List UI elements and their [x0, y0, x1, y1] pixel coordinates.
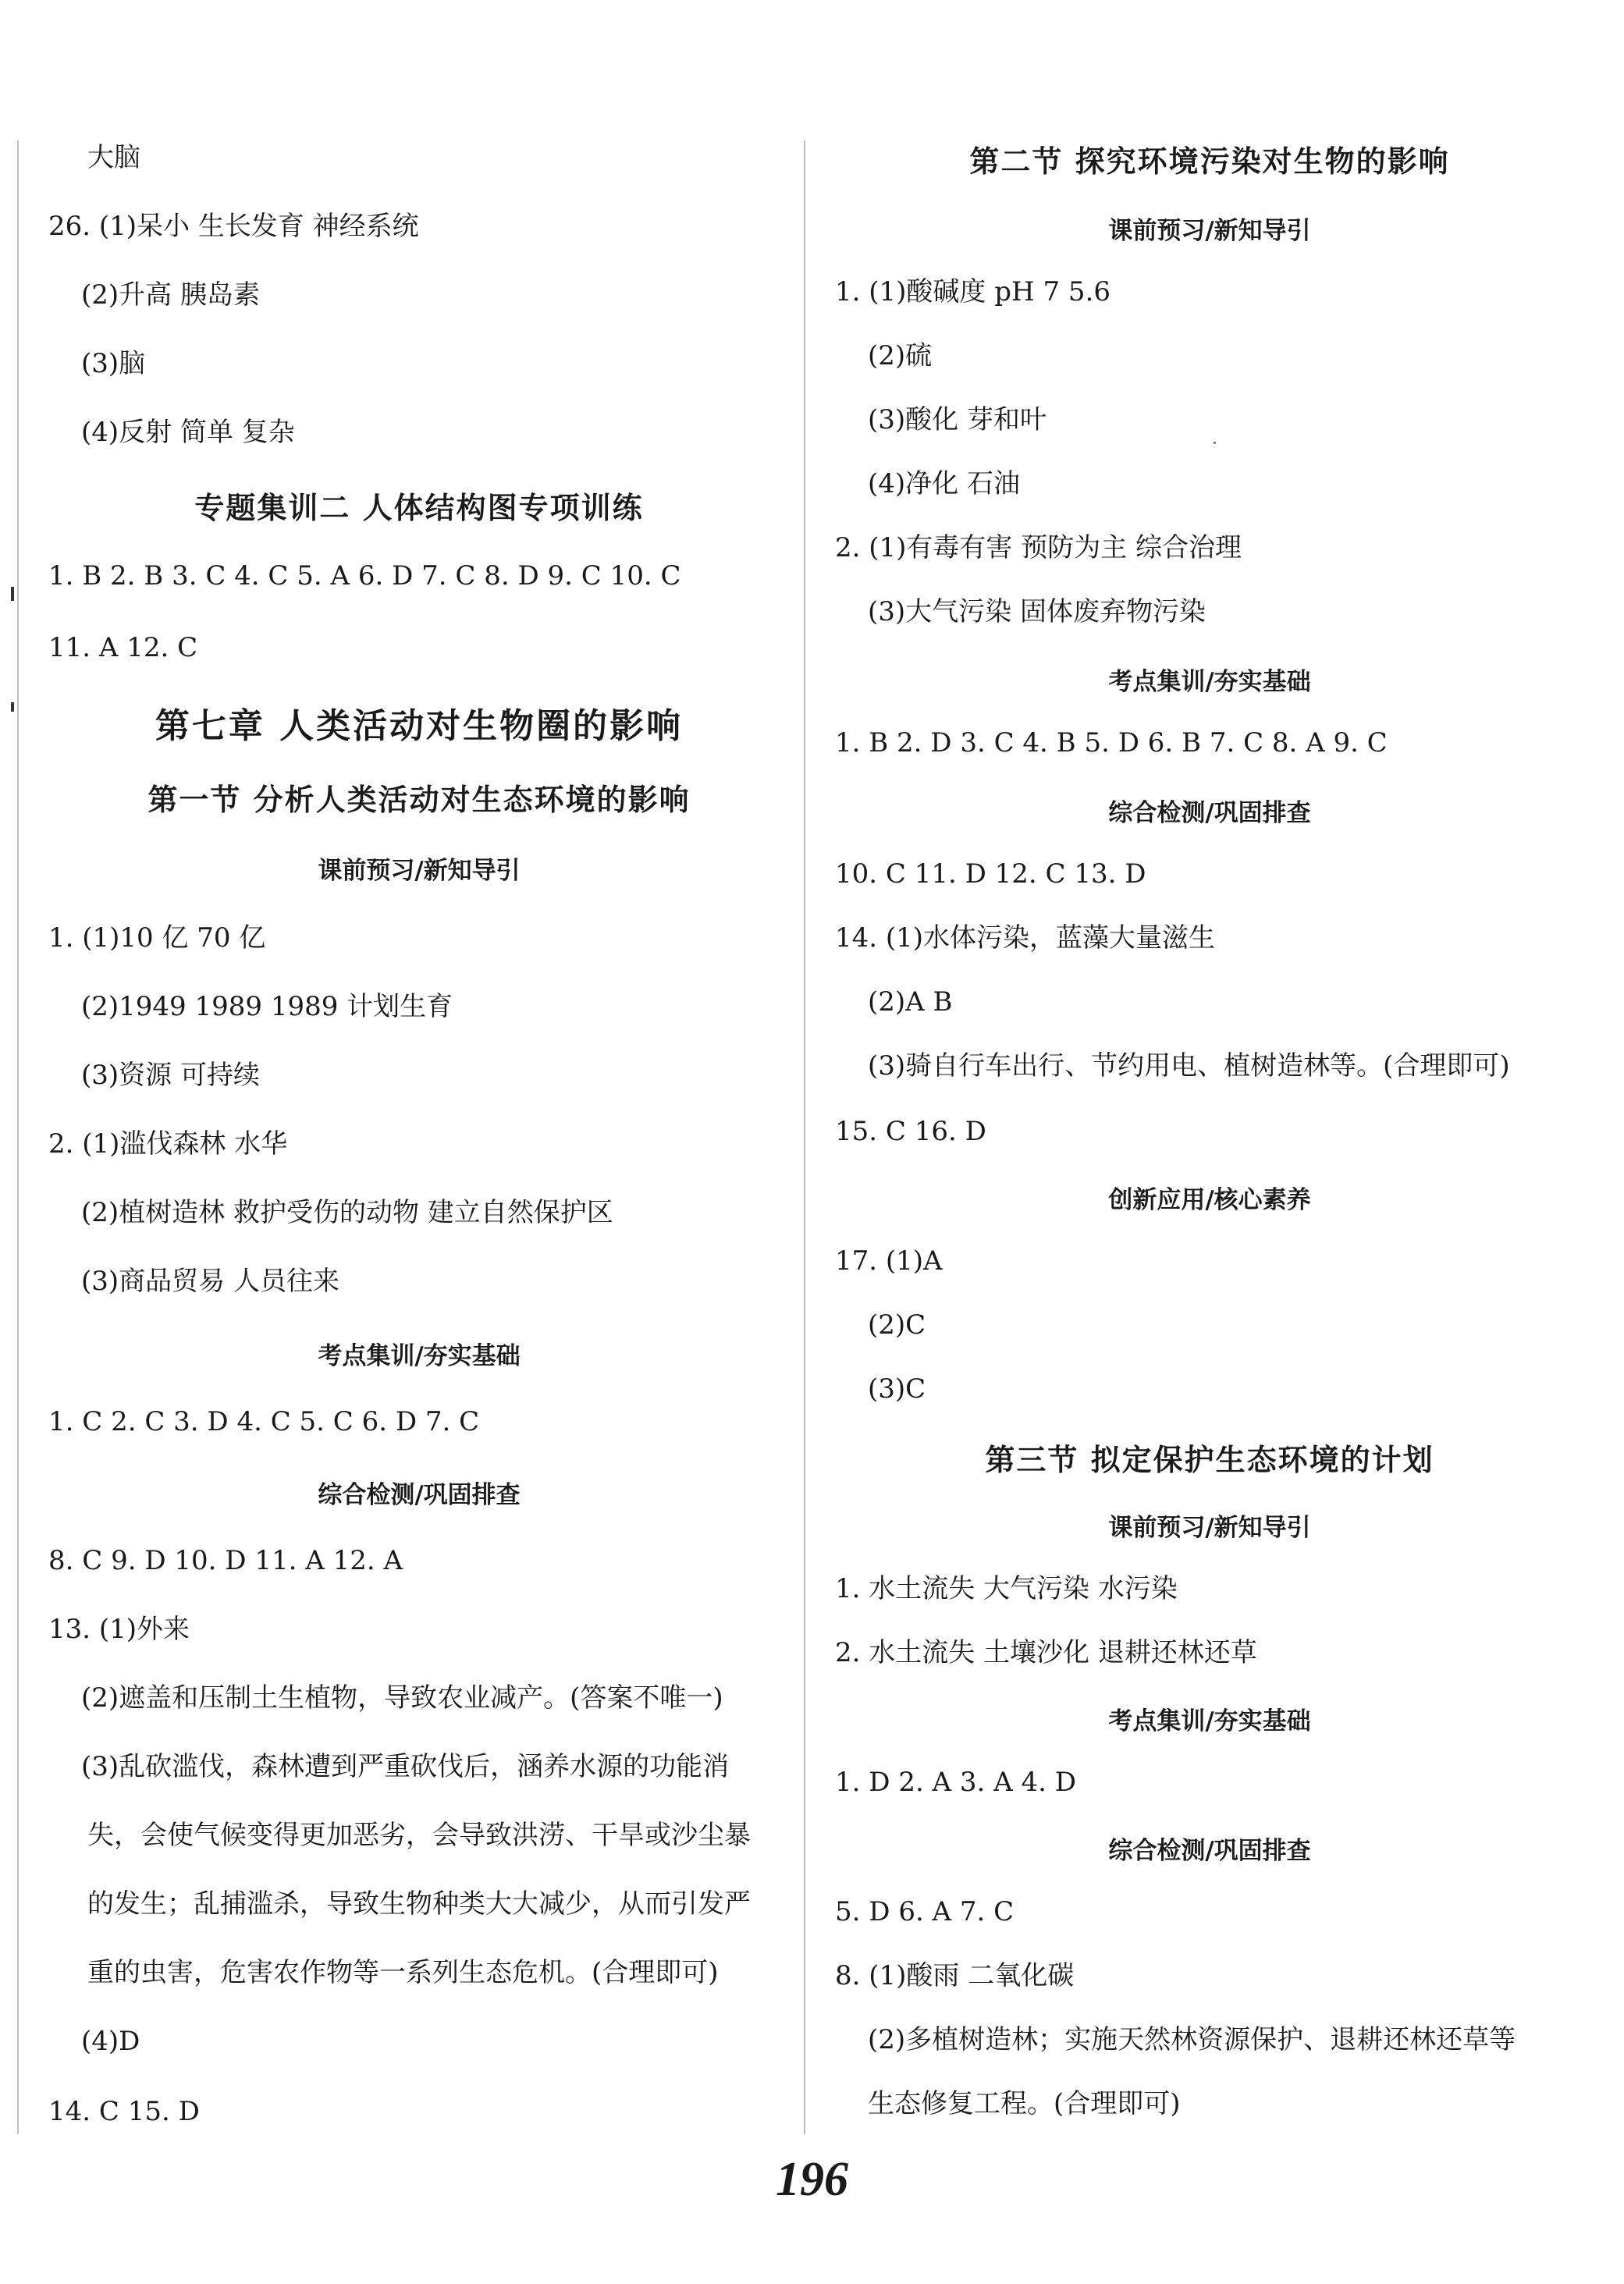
answer-line: 11. A 12. C — [48, 632, 198, 663]
answer-line: (3)酸化 芽和叶 — [868, 404, 1047, 435]
answer-line: 1. B 2. D 3. C 4. B 5. D 6. B 7. C 8. A 9. C — [835, 727, 1388, 758]
section-heading: 第二节 探究环境污染对生物的影响 — [969, 144, 1450, 179]
answer-line: (4)净化 石油 — [868, 468, 1020, 499]
answer-line: (2)植树造林 救护受伤的动物 建立自然保护区 — [81, 1197, 613, 1228]
answer-line: (2)A B — [868, 986, 953, 1018]
answer-line: 的发生；乱捕滥杀，导致生物种类大大减少，从而引发严 — [87, 1888, 751, 1920]
answer-line: (3)资源 可持续 — [81, 1060, 260, 1091]
answer-line: (3)乱砍滥伐，森林遭到严重砍伐后，涵养水源的功能消 — [81, 1751, 730, 1782]
section-heading: 专题集训二 人体结构图专项训练 — [194, 491, 644, 525]
subsection-heading: 综合检测/巩固排查 — [1108, 799, 1311, 827]
answer-line: 2. (1)有毒有害 预防为主 综合治理 — [835, 532, 1242, 563]
answer-line: 26. (1)呆小 生长发育 神经系统 — [48, 211, 419, 242]
answer-line: (3)脑 — [81, 348, 146, 379]
answer-line: (3)骑自行车出行、节约用电、植树造林等。(合理即可) — [868, 1050, 1510, 1082]
answer-line: (2)遮盖和压制土生植物，导致农业减产。(答案不唯一) — [81, 1682, 723, 1714]
section-heading: 第一节 分析人类活动对生态环境的影响 — [147, 783, 691, 817]
answer-line: (2)多植树造林；实施天然林资源保护、退耕还林还草等 — [868, 2024, 1516, 2055]
subsection-heading: 创新应用/核心素养 — [1108, 1186, 1311, 1214]
answer-line: 5. D 6. A 7. C — [835, 1896, 1015, 1927]
section-heading: 第三节 拟定保护生态环境的计划 — [985, 1443, 1434, 1477]
subsection-heading: 考点集训/夯实基础 — [1108, 668, 1311, 696]
answer-line: 14. C 15. D — [48, 2096, 200, 2127]
answer-line: 17. (1)A — [835, 1245, 943, 1277]
answer-line: 1. (1)10 亿 70 亿 — [48, 922, 266, 954]
answer-line: 1. (1)酸碱度 pH 7 5.6 — [835, 276, 1111, 307]
answer-line: (4)反射 简单 复杂 — [81, 417, 295, 448]
answer-line: 1. D 2. A 3. A 4. D — [835, 1767, 1077, 1798]
answer-line: (2)C — [868, 1309, 926, 1341]
answer-line: 重的虫害，危害农作物等一系列生态危机。(合理即可) — [87, 1957, 719, 1988]
answer-line: 8. C 9. D 10. D 11. A 12. A — [48, 1545, 403, 1576]
answer-line: 13. (1)外来 — [48, 1614, 190, 1645]
answer-line: 10. C 11. D 12. C 13. D — [835, 858, 1146, 890]
answer-line: 大脑 — [87, 142, 140, 173]
chapter-heading: 第七章 人类活动对生物圈的影响 — [155, 706, 684, 746]
answer-line: (2)硫 — [868, 340, 933, 371]
answer-line: 15. C 16. D — [835, 1116, 986, 1147]
answer-line: 1. B 2. B 3. C 4. C 5. A 6. D 7. C 8. D 9. C 10. C — [48, 560, 681, 591]
answer-line: (3)商品贸易 人员往来 — [81, 1266, 339, 1297]
answer-line: 2. (1)滥伐森林 水华 — [48, 1128, 288, 1160]
answer-line: 8. (1)酸雨 二氧化碳 — [835, 1960, 1075, 1991]
answer-line: (3)C — [868, 1373, 926, 1405]
answer-line: 失，会使气候变得更加恶劣，会导致洪涝、干旱或沙尘暴 — [87, 1820, 751, 1851]
answer-line: 2. 水土流失 土壤沙化 退耕还林还草 — [835, 1637, 1257, 1668]
subsection-heading: 课前预习/新知导引 — [1108, 1514, 1311, 1542]
answer-line: (3)大气污染 固体废弃物污染 — [868, 596, 1206, 627]
answer-line: 生态修复工程。(合理即可) — [868, 2088, 1181, 2119]
page-number: 196 — [776, 2153, 848, 2206]
subsection-heading: 考点集训/夯实基础 — [318, 1342, 521, 1370]
subsection-heading: 课前预习/新知导引 — [1108, 217, 1311, 245]
subsection-heading: 综合检测/巩固排查 — [1108, 1837, 1311, 1865]
answer-line: (4)D — [81, 2026, 140, 2057]
margin-mark — [11, 587, 14, 601]
subsection-heading: 课前预习/新知导引 — [318, 857, 521, 885]
margin-mark — [11, 702, 14, 712]
subsection-heading: 综合检测/巩固排查 — [318, 1481, 521, 1509]
answer-line: (2)升高 胰岛素 — [81, 279, 260, 311]
answer-line: 1. C 2. C 3. D 4. C 5. C 6. D 7. C — [48, 1406, 480, 1437]
speck — [1214, 442, 1216, 444]
answer-line: 1. 水土流失 大气污染 水污染 — [835, 1573, 1178, 1604]
answer-line: (2)1949 1989 1989 计划生育 — [81, 991, 453, 1022]
subsection-heading: 考点集训/夯实基础 — [1108, 1707, 1311, 1735]
left-margin-rule — [17, 140, 19, 2134]
column-divider — [804, 140, 805, 2134]
answer-line: 14. (1)水体污染，蓝藻大量滋生 — [835, 922, 1216, 954]
